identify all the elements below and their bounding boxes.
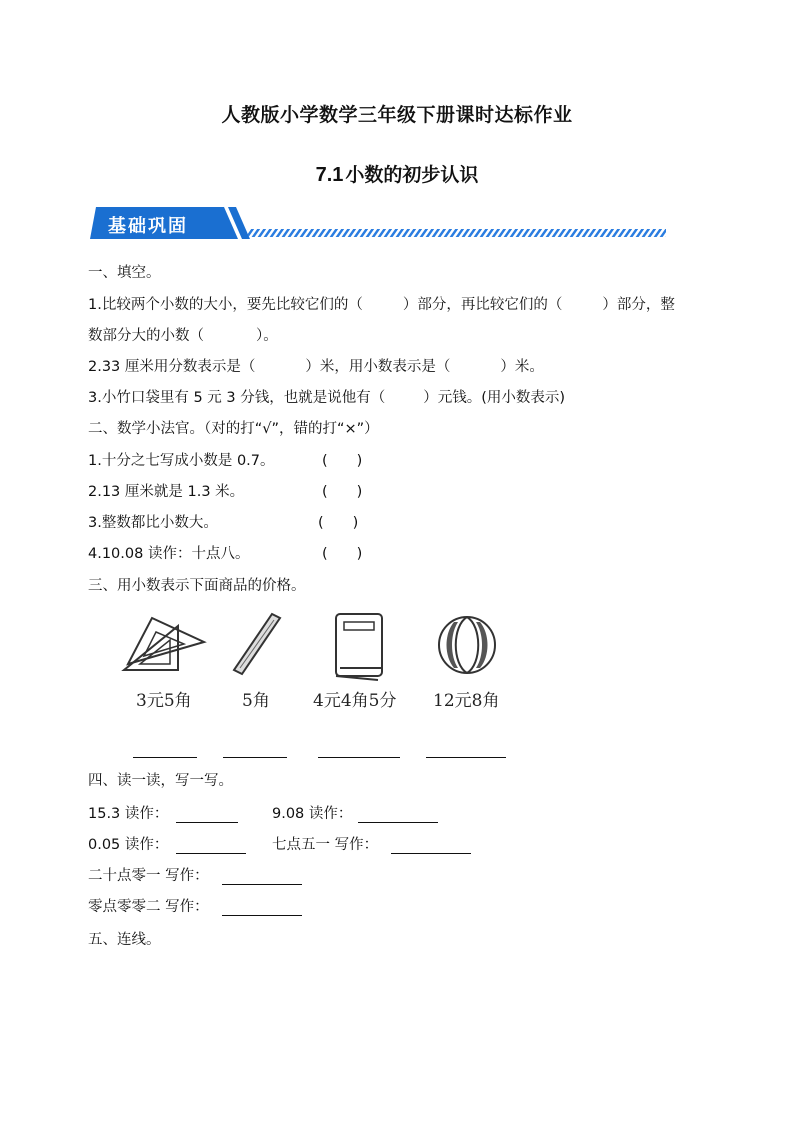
write-item: 二十点零一 写作： — [88, 868, 209, 884]
s1-q2-part-b: ）米，用小数表示是（ — [305, 359, 451, 375]
judge-item: 2.13 厘米就是 1.3 米。 — [88, 484, 245, 500]
answer-line[interactable] — [176, 852, 246, 854]
price-label: 12元8角 — [433, 691, 500, 711]
answer-line[interactable] — [358, 821, 438, 823]
ball-icon — [436, 614, 498, 676]
read-item: 0.05 读作： — [88, 837, 169, 853]
s1-q1-line2 — [88, 326, 278, 346]
price-label: 4元4角5分 — [313, 691, 397, 711]
judge-answer-paren[interactable]: ( ) — [322, 484, 363, 500]
judge-item: 4.10.08 读作：十点八。 — [88, 546, 250, 562]
section5-heading: 五、连线。 — [88, 932, 161, 948]
lesson-title — [0, 160, 794, 187]
section-banner — [88, 205, 668, 241]
s1-q1-part-d: 数部分大的小数（ — [88, 328, 204, 344]
section2-heading: 二、数学小法官。（对的打“√”，错的打“×”） — [88, 421, 379, 437]
s1-q2-part-a: 2.33 厘米用分数表示是（ — [88, 359, 256, 375]
page-title: 人教版小学数学三年级下册课时达标作业 — [221, 104, 573, 126]
answer-line[interactable] — [222, 883, 302, 885]
lesson-number: 7.1 — [315, 164, 344, 186]
s1-q1-line1 — [88, 295, 675, 315]
s1-q2-part-c: ）米。 — [500, 359, 544, 375]
price-label: 5角 — [242, 691, 270, 711]
read-item: 9.08 读作： — [272, 806, 353, 822]
answer-line[interactable] — [176, 821, 238, 823]
s1-q1-part-a: 1.比较两个小数的大小，要先比较它们的（ — [88, 297, 363, 313]
judge-answer-paren[interactable]: ( ) — [322, 453, 363, 469]
read-item: 15.3 读作： — [88, 806, 169, 822]
s1-q2 — [88, 357, 544, 377]
judge-answer-paren[interactable]: ( ) — [318, 515, 359, 531]
s1-q1-part-e: ）。 — [256, 328, 278, 344]
price-label: 3元5角 — [136, 691, 192, 711]
section3-heading: 三、用小数表示下面商品的价格。 — [88, 578, 306, 594]
lesson-name: 小数的初步认识 — [345, 164, 479, 186]
section4-heading: 四、读一读，写一写。 — [88, 773, 233, 789]
banner-label: 基础巩固 — [108, 216, 188, 237]
s1-q1-part-c: ）部分，整 — [602, 297, 675, 313]
answer-line[interactable] — [318, 756, 400, 758]
s1-q3-part-a: 3.小竹口袋里有 5 元 3 分钱，也就是说他有（ — [88, 390, 386, 406]
book-icon — [330, 610, 388, 682]
answer-line[interactable] — [222, 914, 302, 916]
write-item: 七点五一 写作： — [272, 837, 379, 853]
answer-line[interactable] — [223, 756, 287, 758]
answer-line[interactable] — [133, 756, 197, 758]
set-square-icon — [120, 612, 210, 672]
ruler-icon — [226, 612, 286, 677]
judge-answer-paren[interactable]: ( ) — [322, 546, 363, 562]
section1-heading: 一、填空。 — [88, 265, 161, 281]
answer-line[interactable] — [426, 756, 506, 758]
s1-q3 — [88, 388, 565, 408]
judge-item: 3.整数都比小数大。 — [88, 515, 218, 531]
s1-q1-part-b: ）部分，再比较它们的（ — [402, 297, 563, 313]
answer-line[interactable] — [391, 852, 471, 854]
write-item: 零点零零二 写作： — [88, 899, 209, 915]
s1-q3-part-b: ）元钱。(用小数表示) — [423, 390, 566, 406]
judge-item: 1.十分之七写成小数是 0.7。 — [88, 453, 275, 469]
